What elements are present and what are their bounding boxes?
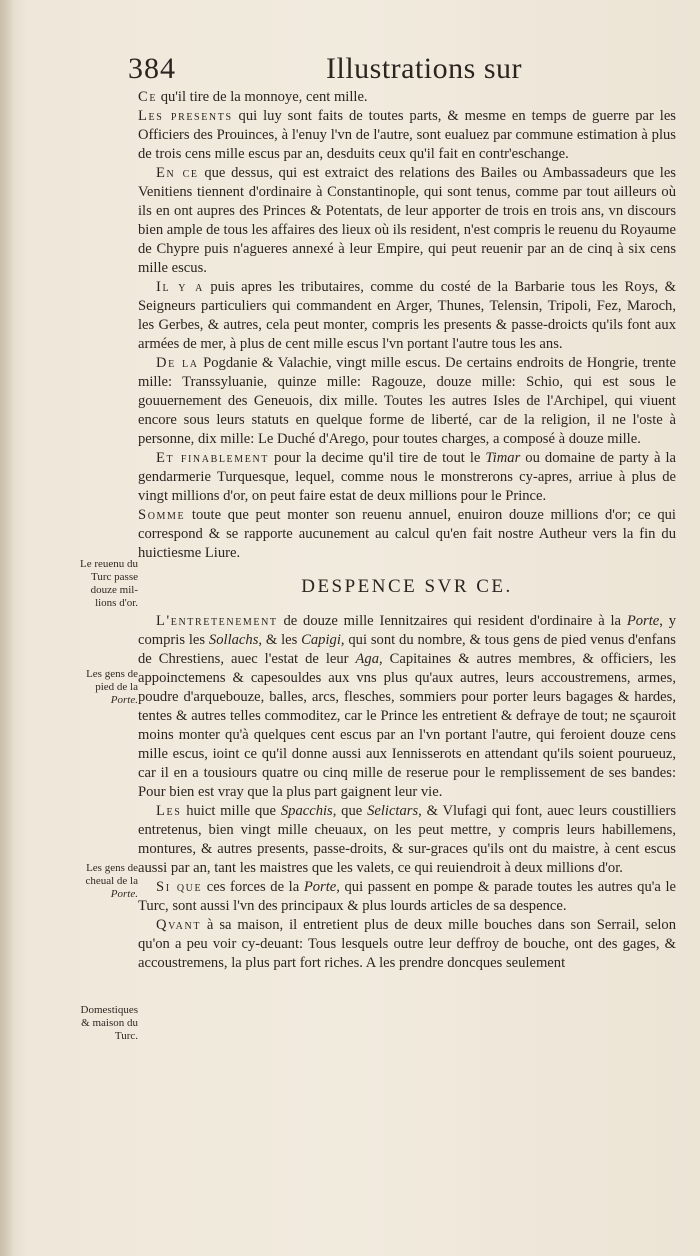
- section-heading: DESPENCE SVR CE.: [301, 576, 513, 597]
- page-number: 384: [128, 52, 176, 85]
- paragraph-porte: Si que ces forces de la Porte, qui passent en pompe & parade toutes les autres qu'a le Turc, sont aussi l'vn des principaux & plus lourds articles de sa despence.: [138, 879, 676, 914]
- paragraph-entretenement: L'entretenement de douze mille Iennitzaires qui resident d'ordinaire à la Porte, y compris les Sollachs, & les Capigi, qui sont du nombre, & tous gens de pied venus d'enfans de Chrestiens, auec l'estat de leur Aga, Capitaines & autres membres, & officiers, les appoinctemens & capesouldes aux vns plus qu'aux autres, leurs accoustremens, armes, poudre d'arquebouze, balles, arcs, flesches, sommiers pour porter leurs bagages & hardes, tentes & autres telles commoditez, car le Prince les entretient & defraye de tout; ne sçauroit moins monter qu'à quelques cent escus par an l'vn portant l'autre, qui feroient douze cens mille escus, ioint ce qu'il donne aussi aux Iennisserots en attendant qu'ils soient pourueuz, car il en a tousiours quatre ou cinq mille de reserue pour le remplissement de ses bandes: Pour bien est vray que la plus part gaignent leur vie.: [138, 613, 676, 800]
- paragraph-monnoye: Ce qu'il tire de la monnoye, cent mille.: [138, 89, 368, 105]
- paragraph-spacchis: Les huict mille que Spacchis, que Selictars, & Vlufagi qui font, auec leurs coustilliers entretenus, bien vingt mille cheuaux, on les peut mettre, y compris leurs habillemens, montures, & autres presents, passe-droits, & sur-graces qu'ils ont du maistre, à cent escus aussi par an, tant les maistres que les valets, ce qui reuiendroit à deux millions d'or.: [138, 803, 676, 876]
- page-gutter-shadow: [0, 0, 14, 1256]
- page-header: [128, 52, 548, 92]
- running-title: Illustrations sur: [326, 52, 522, 85]
- margin-note-gens-de-cheval: Les gens de cheual de la Porte.: [85, 862, 138, 900]
- paragraph-somme: Somme toute que peut monter son reuenu annuel, enuiron douze millions d'or; ce qui correspond & se rapporte aucunement au calcul qu'en fait nostre Autheur vers la fin du huictiesme Liure.: [138, 507, 676, 561]
- paragraph-presents: Les presents qui luy sont faits de toutes parts, & mesme en temps de guerre par les Officiers des Prouinces, à l'enuy l'vn de l'autre, sont eualuez par commune estimation à plus de trois cens mille escus par an, desduits ceux qu'il fait en contr'eschange.: [138, 108, 676, 162]
- margin-note-domestiques: Domestiques & maison du Turc.: [80, 1004, 138, 1042]
- paragraph-decime: Et finablement pour la decime qu'il tire de tout le Timar ou domaine de party à la gendarmerie Turquesque, lequel, comme nous le monstrerons cy-apres, arriue à plus de vingt millions d'or, on peut faire estat de deux millions pour le Prince.: [138, 450, 676, 504]
- paragraph-maison: Qvant à sa maison, il entretient plus de deux mille bouches dans son Serrail, selon qu'on a peu voir cy-deuant: Tous lesquels outre leur deffroy de bouche, ont des gages, & accoustremens, la plus part fort riches. A les prendre doncques seulement: [138, 917, 676, 971]
- paragraph-pogdanie: De la Pogdanie & Valachie, vingt mille escus. De certains endroits de Hongrie, trente mille: Transsyluanie, quinze mille: Ragouze, douze mille: Schio, qui est sous le gouuernement des Geneuois, dix mille. Toutes les autres Isles de l'Archipel, qui viuent encore sous leurs statuts en quelque forme de liberté, car de la religion, il ne l'oste à personne, dix mille: Le Duché d'Arego, pour toutes charges, a composé à douze mille.: [138, 355, 676, 447]
- body-text: [138, 88, 676, 973]
- margin-note-reuenu: Le reuenu du Turc passe douze mil- lions d'or.: [79, 558, 138, 609]
- paragraph-tributaires: Il y a puis apres les tributaires, comme du costé de la Barbarie tous les Roys, & Seigneurs particuliers qui commandent en Arger, Thunes, Telensin, Tripoli, Fez, Maroch, les Gerbes, & autres, cela peut monter, compris les presents & passe-droicts qu'ils font aux armées de mer, à plus de cent mille escus l'vn portant l'autre tous les ans.: [138, 279, 676, 352]
- margin-note-gens-de-pied: Les gens de pied de la Porte.: [86, 668, 138, 706]
- paragraph-venitiens: En ce que dessus, qui est extraict des relations des Bailes ou Ambassadeurs que les Venitiens tiennent d'ordinaire à Constantinople, qui sont tenus, comme par tout ailleurs où ils en ont aupres des Princes & Potentats, de leur apporter de trois en trois ans, vn discours bien ample de tous les affaires des lieux où ils resident, n'est compris le reuenu du Royaume de Chypre puis n'agueres annexé à leur Empire, qui peut reuenir par an de cinq à six cens mille escus.: [138, 165, 676, 276]
